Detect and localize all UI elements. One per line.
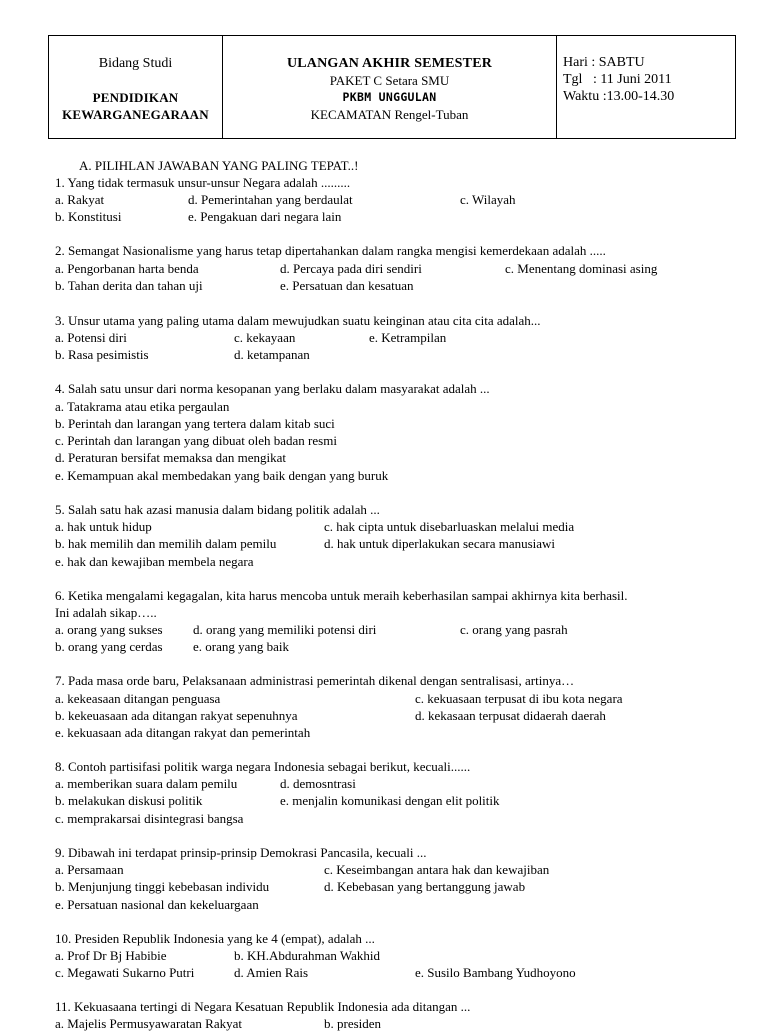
answer-option: a. memberikan suara dalam pemilu xyxy=(55,776,238,791)
answer-option: d. demosntrasi xyxy=(280,776,356,791)
answer-option: a. Tatakrama atau etika pergaulan xyxy=(55,399,230,414)
exam-date: Tgl : 11 Juni 2011 xyxy=(563,72,672,87)
question-text: 1. Yang tidak termasuk unsur-unsur Negara adalah ......... xyxy=(55,175,351,190)
header-exam-cell xyxy=(223,36,557,138)
answer-option: b. presiden xyxy=(324,1016,382,1031)
exam-time: Waktu :13.00-14.30 xyxy=(563,89,675,104)
answer-option: d. kekasaan terpusat didaerah daerah xyxy=(415,708,606,723)
question-text: 3. Unsur utama yang paling utama dalam mewujudkan suatu keinginan atau cita cita adalah... xyxy=(55,313,541,328)
answer-option: a. Persamaan xyxy=(55,862,124,877)
question-text: 10. Presiden Republik Indonesia yang ke 4 (empat), adalah ... xyxy=(55,931,375,946)
answer-option: a. kekeasaan ditangan penguasa xyxy=(55,691,221,706)
answer-option: c. hak cipta untuk disebarluaskan melalui media xyxy=(324,519,575,534)
course-name xyxy=(49,89,222,123)
answer-option: c. Keseimbangan antara hak dan kewajiban xyxy=(324,862,550,877)
answer-option: b. hak memilih dan memilih dalam pemilu xyxy=(55,536,277,551)
answer-option: b. Tahan derita dan tahan uji xyxy=(55,278,203,293)
course-name-line: PENDIDIKAN xyxy=(92,90,179,105)
question-text: 9. Dibawah ini terdapat prinsip-prinsip Demokrasi Pancasila, kecuali ... xyxy=(55,845,427,860)
exam-package: PAKET C Setara SMU xyxy=(329,73,450,88)
answer-option: e. hak dan kewajiban membela negara xyxy=(55,554,254,569)
answer-option: c. Menentang dominasi asing xyxy=(505,261,658,276)
question-text-continued: Ini adalah sikap….. xyxy=(55,605,157,620)
answer-option: e. Kemampuan akal membedakan yang baik dengan yang buruk xyxy=(55,468,389,483)
answer-option: a. Pengorbanan harta benda xyxy=(55,261,199,276)
answer-option: d. Kebebasan yang bertanggung jawab xyxy=(324,879,526,894)
header-subject-cell xyxy=(49,36,223,138)
answer-option: c. memprakarsai disintegrasi bangsa xyxy=(55,811,244,826)
answer-option: d. Amien Rais xyxy=(234,965,309,980)
question-text: 11. Kekuasaana tertingi di Negara Kesatuan Republik Indonesia ada ditangan ... xyxy=(55,999,471,1014)
answer-option: b. Konstitusi xyxy=(55,209,122,224)
question-text: 7. Pada masa orde baru, Pelaksanaan administrasi pemerintah dikenal dengan sentralisasi, artinya… xyxy=(55,673,575,688)
answer-option: c. Perintah dan larangan yang dibuat oleh badan resmi xyxy=(55,433,337,448)
answer-option: e. Pengakuan dari negara lain xyxy=(188,209,342,224)
answer-option: b. Perintah dan larangan yang tertera dalam kitab suci xyxy=(55,416,335,431)
answer-option: b. Menjunjung tinggi kebebasan individu xyxy=(55,879,270,894)
question-text: 2. Semangat Nasionalisme yang harus tetap dipertahankan dalam rangka mengisi kemerdekaan adalah ..... xyxy=(55,243,606,258)
answer-option: b. melakukan diskusi politik xyxy=(55,793,203,808)
answer-option: c. kekayaan xyxy=(234,330,296,345)
answer-option: c. kekuasaan terpusat di ibu kota negara xyxy=(415,691,623,706)
exam-day: Hari : SABTU xyxy=(563,55,645,70)
header-schedule-cell xyxy=(557,36,735,138)
answer-option: a. Rakyat xyxy=(55,192,105,207)
section-heading: A. PILIHLAN JAWABAN YANG PALING TEPAT..! xyxy=(79,158,359,173)
institution-name: PKBM UNGGULAN xyxy=(342,90,437,104)
answer-option: b. KH.Abdurahman Wakhid xyxy=(234,948,381,963)
answer-option: d. Pemerintahan yang berdaulat xyxy=(188,192,353,207)
answer-option: c. orang yang pasrah xyxy=(460,622,568,637)
course-name-line: KEWARGANEGARAAN xyxy=(62,107,209,122)
question-text: 4. Salah satu unsur dari norma kesopanan yang berlaku dalam masyarakat adalah ... xyxy=(55,381,490,396)
question-text: 8. Contoh partisifasi politik warga negara Indonesia sebagai berikut, kecuali...... xyxy=(55,759,471,774)
subject-label: Bidang Studi xyxy=(98,56,173,71)
answer-option: e. Persatuan nasional dan kekeluargaan xyxy=(55,897,259,912)
answer-option: d. ketampanan xyxy=(234,347,310,362)
answer-option: b. kekeuasaan ada ditangan rakyat sepenuhnya xyxy=(55,708,298,723)
district-name: KECAMATAN Rengel-Tuban xyxy=(310,107,469,122)
answer-option: c. Megawati Sukarno Putri xyxy=(55,965,195,980)
answer-option: e. Persatuan dan kesatuan xyxy=(280,278,414,293)
exam-header-table xyxy=(48,35,736,139)
answer-option: a. Majelis Permusyawaratan Rakyat xyxy=(55,1016,242,1031)
answer-option: d. orang yang memiliki potensi diri xyxy=(193,622,377,637)
answer-option: c. Wilayah xyxy=(460,192,516,207)
answer-option: d. Percaya pada diri sendiri xyxy=(280,261,422,276)
answer-option: b. orang yang cerdas xyxy=(55,639,163,654)
answer-option: a. orang yang sukses xyxy=(55,622,163,637)
answer-option: d. Peraturan bersifat memaksa dan mengikat xyxy=(55,450,287,465)
question-text: 5. Salah satu hak azasi manusia dalam bidang politik adalah ... xyxy=(55,502,380,517)
answer-option: e. Susilo Bambang Yudhoyono xyxy=(415,965,576,980)
answer-option: a. hak untuk hidup xyxy=(55,519,152,534)
answer-option: e. kekuasaan ada ditangan rakyat dan pemerintah xyxy=(55,725,311,740)
answer-option: e. menjalin komunikasi dengan elit politik xyxy=(280,793,500,808)
answer-option: b. Rasa pesimistis xyxy=(55,347,149,362)
exam-title: ULANGAN AKHIR SEMESTER xyxy=(286,56,493,71)
answer-option: a. Prof Dr Bj Habibie xyxy=(55,948,167,963)
answer-option: a. Potensi diri xyxy=(55,330,127,345)
question-text: 6. Ketika mengalami kegagalan, kita harus mencoba untuk meraih keberhasilan sampai akhirnya kita berhasil. xyxy=(55,588,628,603)
answer-option: e. Ketrampilan xyxy=(369,330,447,345)
answer-option: d. hak untuk diperlakukan secara manusiawi xyxy=(324,536,556,551)
answer-option: e. orang yang baik xyxy=(193,639,290,654)
